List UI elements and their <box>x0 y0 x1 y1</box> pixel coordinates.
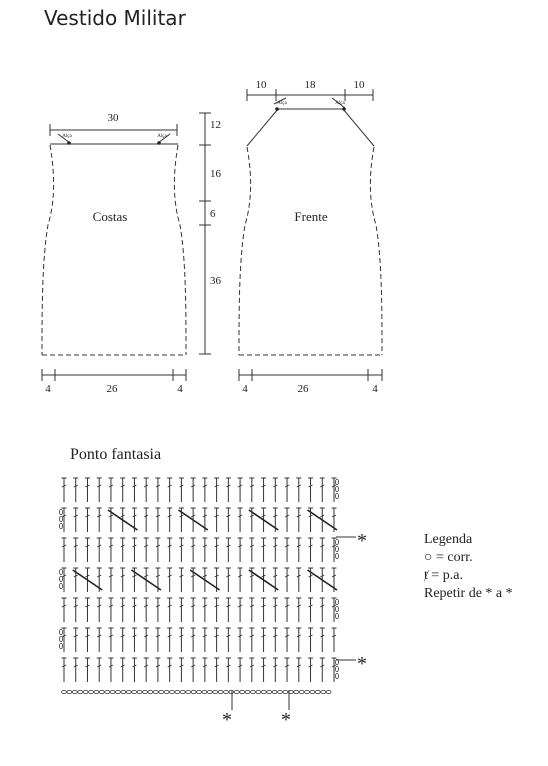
foundation-chain <box>213 690 218 693</box>
foundation-chain <box>62 690 67 693</box>
foundation-chain <box>99 690 104 693</box>
front-piece <box>239 89 382 381</box>
foundation-chain <box>170 690 175 693</box>
foundation-chain <box>72 690 77 693</box>
back-top-width: 30 <box>107 112 119 124</box>
front-top-mid: 18 <box>304 79 316 91</box>
chain-stitch <box>335 666 338 671</box>
foundation-chain <box>67 690 72 693</box>
foundation-chain <box>186 690 191 693</box>
foundation-chain <box>294 690 299 693</box>
foundation-chain <box>245 690 250 693</box>
foundation-chain <box>197 690 202 693</box>
foundation-chain <box>143 690 148 693</box>
front-top-left: 10 <box>255 79 267 91</box>
chain-stitch <box>59 523 62 528</box>
chain-stitch <box>335 479 338 484</box>
legend-dc-row <box>424 568 463 584</box>
foundation-chain <box>224 690 229 693</box>
foundation-chain <box>321 690 326 693</box>
foundation-chain <box>121 690 126 693</box>
chain-stitch <box>335 599 338 604</box>
foundation-chain <box>89 690 94 693</box>
front-bottom-left: 4 <box>242 383 248 395</box>
front-label: Frente <box>294 209 328 224</box>
legend-title: Legenda <box>424 532 473 547</box>
foundation-chain <box>310 690 315 693</box>
foundation-chain <box>267 690 272 693</box>
foundation-chain <box>229 690 234 693</box>
front-strap-left: Alça <box>277 101 287 106</box>
legend-dc-text: = p.a. <box>431 568 463 583</box>
chain-symbol-icon: ○ <box>424 550 433 565</box>
foundation-chain <box>261 690 266 693</box>
chain-stitch <box>335 486 338 491</box>
foundation-chain <box>315 690 320 693</box>
chain-stitch <box>335 673 338 678</box>
chain-stitch <box>59 509 62 514</box>
height-3: 6 <box>210 208 216 220</box>
back-bottom-left: 4 <box>45 383 51 395</box>
foundation-chain <box>234 690 239 693</box>
foundation-chain <box>240 690 245 693</box>
foundation-chain <box>137 690 142 693</box>
foundation-chain <box>256 690 261 693</box>
foundation-chain <box>159 690 164 693</box>
foundation-chain <box>272 690 277 693</box>
height-ruler <box>199 113 211 354</box>
chain-stitch <box>335 606 338 611</box>
foundation-chain <box>283 690 288 693</box>
chain-stitch <box>59 583 62 588</box>
chain-stitch <box>335 493 338 498</box>
chain-stitch <box>59 636 62 641</box>
foundation-chain <box>218 690 223 693</box>
front-top-right: 10 <box>353 79 365 91</box>
foundation-chain <box>78 690 83 693</box>
foundation-chain <box>153 690 158 693</box>
legend-repeat-text: Repetir de * a * <box>424 586 513 601</box>
foundation-chain <box>110 690 115 693</box>
height-1: 12 <box>210 119 221 131</box>
foundation-chain <box>105 690 110 693</box>
back-strap-left: Alça <box>62 134 72 139</box>
foundation-chain <box>180 690 185 693</box>
chain-stitch <box>59 629 62 634</box>
foundation-chain <box>191 690 196 693</box>
foundation-chain <box>175 690 180 693</box>
chain-stitch <box>335 546 338 551</box>
double-crochet-symbol-icon: ⱦ <box>424 568 428 583</box>
back-bottom-right: 4 <box>177 383 183 395</box>
height-4: 36 <box>210 275 221 287</box>
foundation-chain <box>132 690 137 693</box>
foundation-chain <box>94 690 99 693</box>
chain-stitch <box>59 569 62 574</box>
chain-stitch <box>335 539 338 544</box>
front-strap-right: Alça <box>335 101 345 106</box>
back-strap-right: Alça <box>157 134 167 139</box>
chain-stitch <box>59 516 62 521</box>
chain-stitch <box>335 613 338 618</box>
repeat-mark-lower: * <box>357 653 367 675</box>
foundation-chain <box>126 690 131 693</box>
page-title: Vestido Militar <box>44 6 186 30</box>
front-bottom-right: 4 <box>372 383 378 395</box>
foundation-chain <box>207 690 212 693</box>
chain-stitch <box>335 553 338 558</box>
foundation-chain <box>299 690 304 693</box>
foundation-chain <box>116 690 121 693</box>
front-bottom-mid: 26 <box>297 383 309 395</box>
back-label: Costas <box>92 209 128 224</box>
height-2: 16 <box>210 168 221 180</box>
repeat-mark-bottom-left: * <box>222 709 232 731</box>
repeat-mark-bottom-right: * <box>281 709 291 731</box>
foundation-chain <box>251 690 256 693</box>
foundation-chain <box>83 690 88 693</box>
stitch-chart-title: Ponto fantasia <box>70 446 162 463</box>
foundation-chain <box>202 690 207 693</box>
foundation-chain <box>305 690 310 693</box>
foundation-chain <box>326 690 331 693</box>
chain-stitch <box>59 643 62 648</box>
back-piece <box>42 124 186 381</box>
stitch-chart <box>59 478 338 694</box>
foundation-chain <box>164 690 169 693</box>
chain-stitch <box>59 576 62 581</box>
repeat-mark-upper: * <box>357 530 367 552</box>
legend-chain-text: = corr. <box>435 550 473 565</box>
back-bottom-mid: 26 <box>106 383 118 395</box>
foundation-chain <box>278 690 283 693</box>
foundation-chain <box>148 690 153 693</box>
legend-chain-row <box>424 550 473 566</box>
